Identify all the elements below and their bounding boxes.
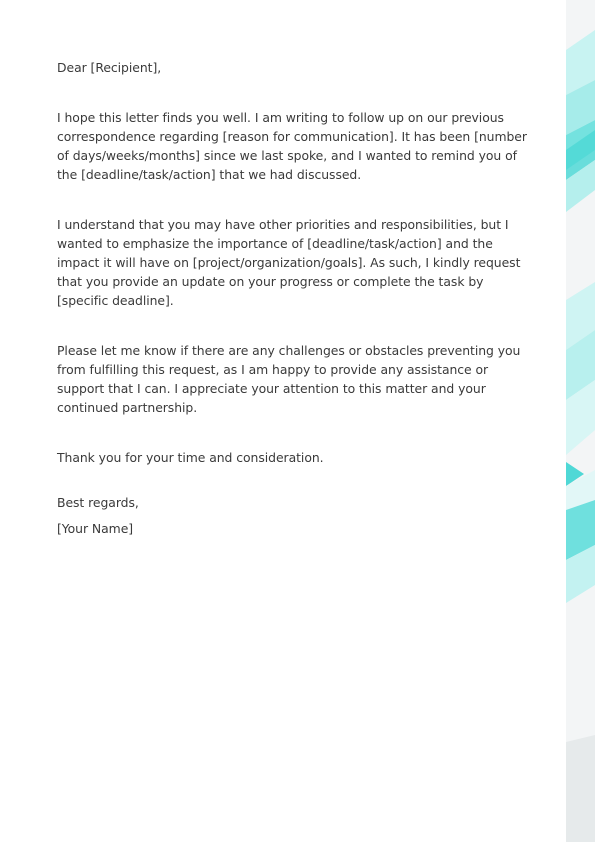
thanks-line: Thank you for your time and consideration. <box>57 450 324 465</box>
closing-line: Best regards, <box>57 495 139 510</box>
salutation: Dear [Recipient], <box>57 60 162 75</box>
signature-placeholder: [Your Name] <box>57 521 134 536</box>
letter-body <box>57 58 532 538</box>
paragraph-3: Please let me know if there are any challenges or obstacles preventing you from fulfilling this request, as I am happy to provide any assistance or support that I can. I appreciate your attention to this matter and your continued partnership. <box>57 343 521 415</box>
paragraph-1: I hope this letter finds you well. I am writing to follow up on our previous correspondence regarding [reason for communication]. It has been [number of days/weeks/months] since we last spoke, and I wanted to remind you of the [deadline/task/action] that we had discussed. <box>57 110 527 182</box>
side-decoration <box>566 0 595 842</box>
paragraph-2: I understand that you may have other priorities and responsibilities, but I wanted to emphasize the importance of [deadline/task/action] and the impact it will have on [project/organization/goals]. As such, I kindly request that you provide an update on your progress or complete the task by [specific deadline]. <box>57 217 521 308</box>
